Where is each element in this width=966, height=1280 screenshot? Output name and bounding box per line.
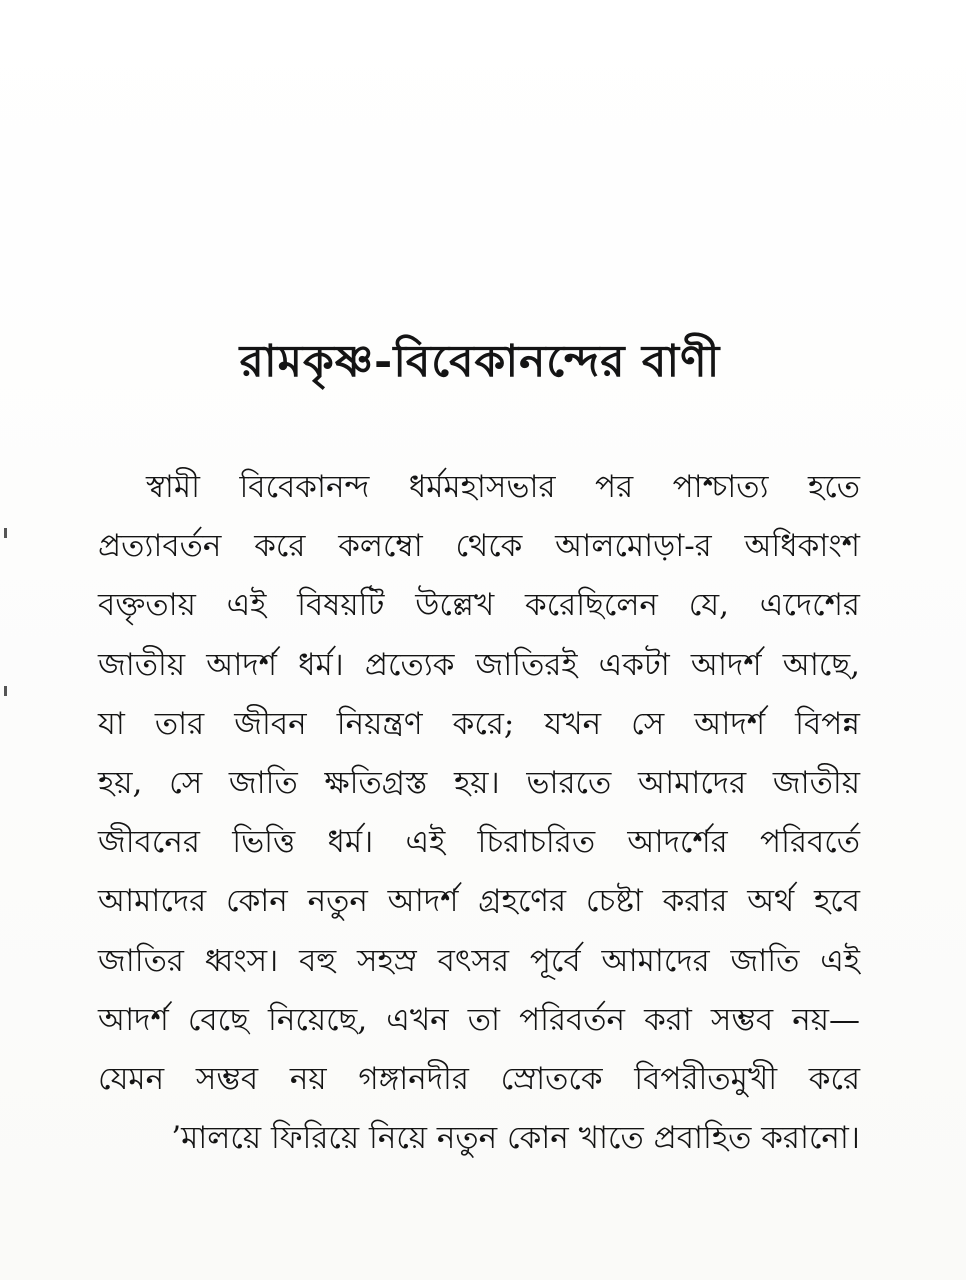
text-line: প্রত্যাবর্তন করে কলম্বো থেকে আলমোড়া-র অধিকাংশ [98,528,860,565]
text-line: আমাদের কোন নতুন আদর্শ গ্রহণের চেষ্টা করার অর্থ হবে [98,883,860,920]
page-title: রামকৃষ্ণ-বিবেকানন্দের বাণী [239,336,721,387]
text-line: স্বামী বিবেকানন্দ ধর্মমহাসভার পর পাশ্চাত্য হতে [146,469,860,505]
text-line: যা তার জীবন নিয়ন্ত্রণ করে; যখন সে আদর্শ বিপন্ন [98,705,860,742]
text-line: জাতির ধ্বংস। বহু সহস্র বৎসর পূর্বে আমাদের জাতি এই [98,942,860,979]
margin-mark [4,528,7,538]
text-line: জাতীয় আদর্শ ধর্ম। প্রত্যেক জাতিরই একটা আদর্শ আছে, [98,646,860,683]
text-line: আদর্শ বেছে নিয়েছে, এখন তা পরিবর্তন করা সম্ভব নয়— [98,1001,860,1038]
text-line: বক্তৃতায় এই বিষয়টি উল্লেখ করেছিলেন যে, এদেশের [98,587,860,624]
margin-mark [4,686,7,696]
text-line: যেমন সম্ভব নয় গঙ্গানদীর স্রোতকে বিপরীতমুখী করে [98,1060,860,1097]
text-line: হয়, সে জাতি ক্ষতিগ্রস্ত হয়। ভারতে আমাদের জাতীয় [98,764,860,801]
body-paragraph [98,458,860,1168]
text-line: ’মালয়ে ফিরিয়ে নিয়ে নতুন কোন খাতে প্রবাহিত করানো। [171,1120,860,1157]
text-line: জীবনের ভিত্তি ধর্ম। এই চিরাচরিত আদর্শের পরিবর্তে [98,824,860,861]
